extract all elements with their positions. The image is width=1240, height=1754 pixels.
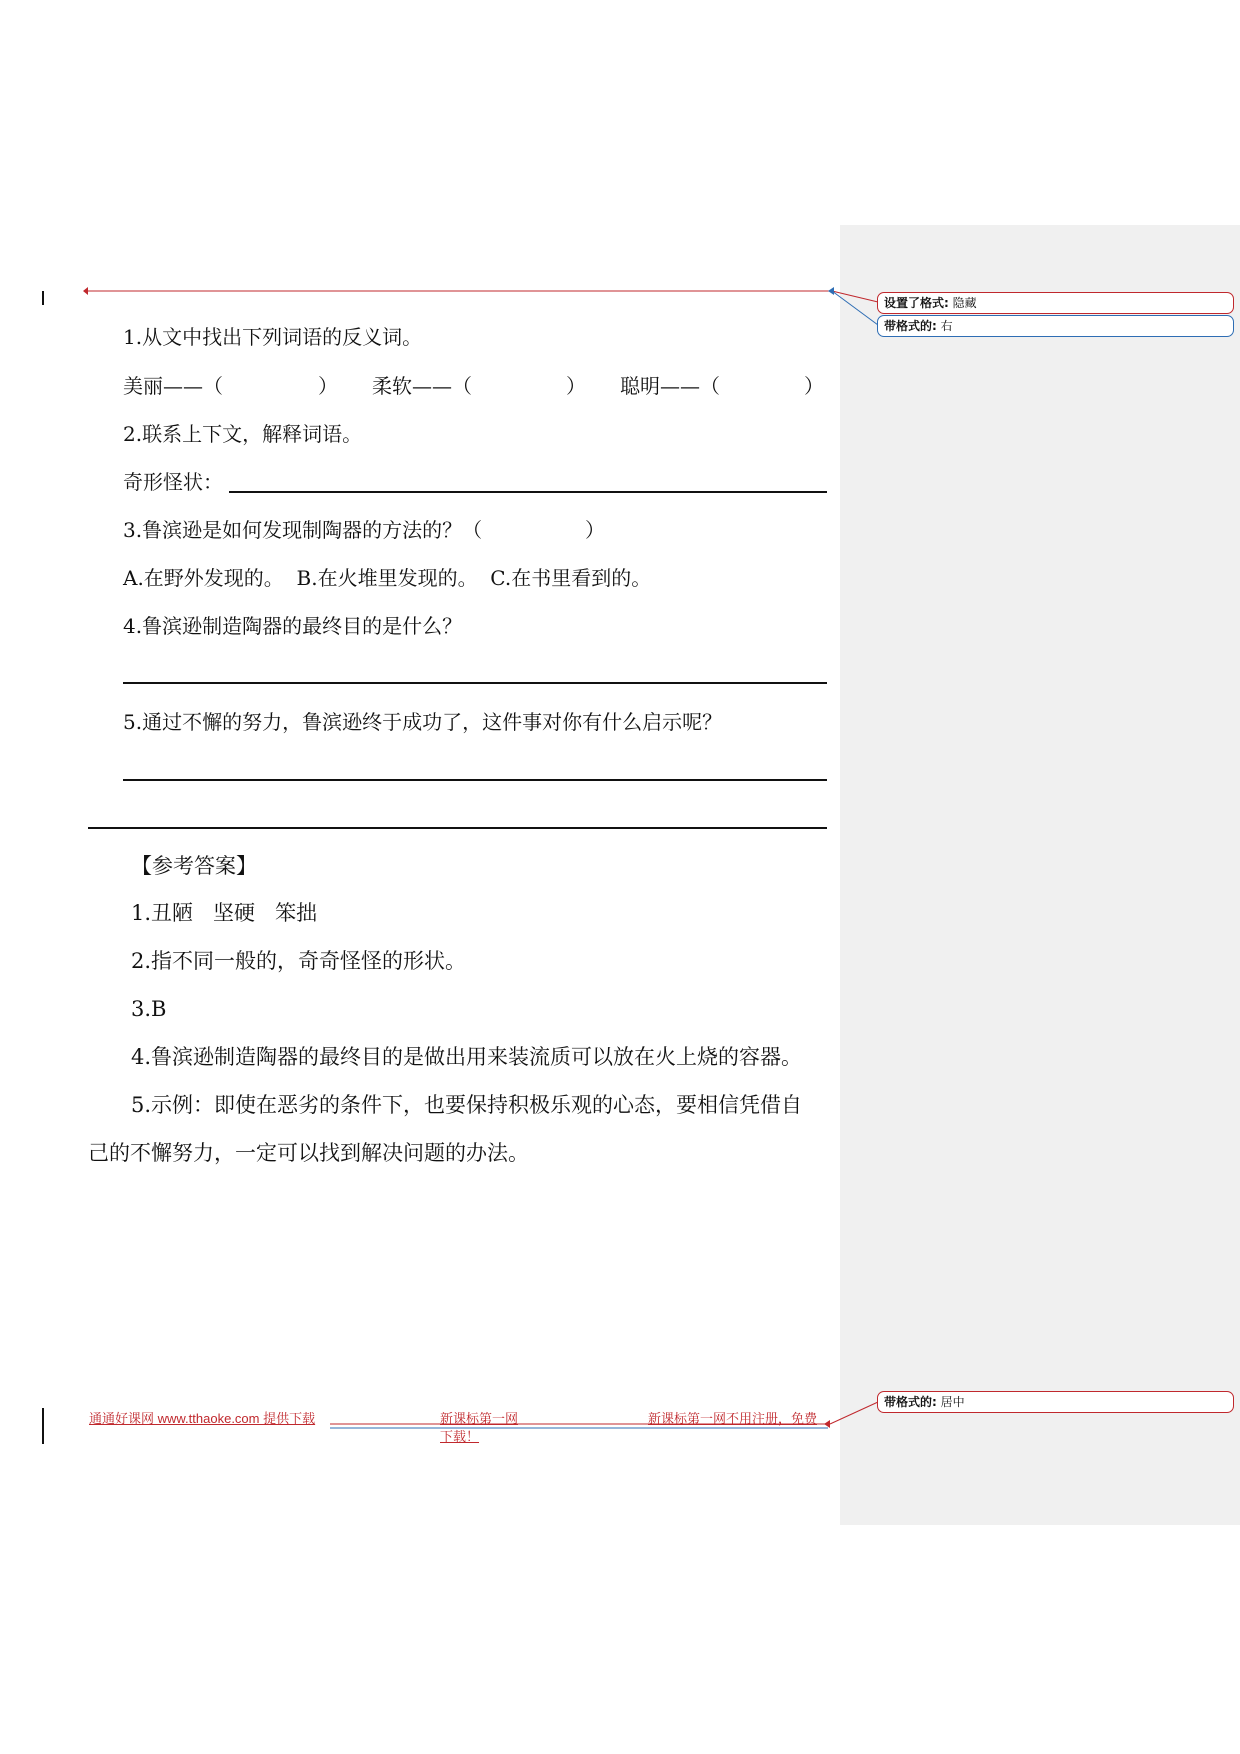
center-format-marker (824, 1420, 830, 1428)
question-3: 3.鲁滨逊是如何发现制陶器的方法的？（ (123, 518, 483, 542)
footer-right-link[interactable]: 新课标第一网不用注册，免费 (648, 1411, 818, 1426)
comment-value: 居中 (940, 1395, 965, 1409)
answer-1: 1.丑陋 坚硬 笨拙 (131, 901, 318, 925)
question-4: 4.鲁滨逊制造陶器的最终目的是什么？ (123, 614, 463, 638)
q1-item-close: ） (318, 374, 338, 398)
question-5: 5.通过不懈的努力，鲁滨逊终于成功了，这件事对你有什么启示呢？ (123, 710, 723, 734)
q1-item-close: ） (804, 374, 824, 398)
q3-options: A.在野外发现的。 B.在火堆里发现的。 C.在书里看到的。 (123, 566, 652, 590)
answer-2: 2.指不同一般的，奇奇怪怪的形状。 (131, 949, 467, 973)
answer-3: 3.B (131, 997, 167, 1021)
footer-middle-link-line-2[interactable]: 下载！ (440, 1429, 480, 1444)
comment-value: 隐藏 (952, 296, 977, 310)
comment-balloon-hidden[interactable] (877, 292, 1234, 314)
answer-5-line-2: 己的不懈努力，一定可以找到解决问题的办法。 (88, 1141, 529, 1165)
q4-answer-line[interactable] (123, 682, 827, 684)
q1-item-close: ） (566, 374, 586, 398)
q1-item-smart: 聪明——（ (620, 374, 720, 398)
question-2: 2.联系上下文，解释词语。 (123, 422, 363, 446)
comment-value: 右 (940, 319, 953, 333)
answers-heading: 【参考答案】 (131, 854, 257, 878)
footer-middle-link[interactable]: 新课标第一网 (440, 1411, 519, 1426)
comment-balloon-center[interactable] (877, 1391, 1234, 1413)
q2-answer-line[interactable] (229, 491, 827, 493)
section-divider (88, 827, 827, 829)
comment-label: 设置了格式: (884, 296, 949, 310)
q1-item-beautiful: 美丽——（ (123, 374, 223, 398)
q2-label: 奇形怪状： (123, 470, 223, 494)
change-bar (42, 291, 44, 305)
comment-label: 带格式的: (884, 319, 937, 333)
footer-left-link[interactable]: 通通好课网 www.tthaoke.com 提供下载 (89, 1411, 316, 1426)
hidden-format-marker (83, 287, 88, 295)
q3-close: ） (585, 518, 605, 542)
answer-4: 4.鲁滨逊制造陶器的最终目的是做出用来装流质可以放在火上烧的容器。 (131, 1045, 803, 1069)
right-format-marker (828, 287, 834, 295)
change-bar (42, 1408, 44, 1444)
question-1: 1.从文中找出下列词语的反义词。 (123, 325, 423, 349)
q1-item-soft: 柔软——（ (372, 374, 472, 398)
comment-label: 带格式的: (884, 1395, 937, 1409)
q5-answer-line[interactable] (123, 779, 827, 781)
comment-balloon-right[interactable] (877, 315, 1234, 337)
answer-5-line-1: 5.示例：即使在恶劣的条件下，也要保持积极乐观的心态，要相信凭借自 (131, 1093, 803, 1117)
